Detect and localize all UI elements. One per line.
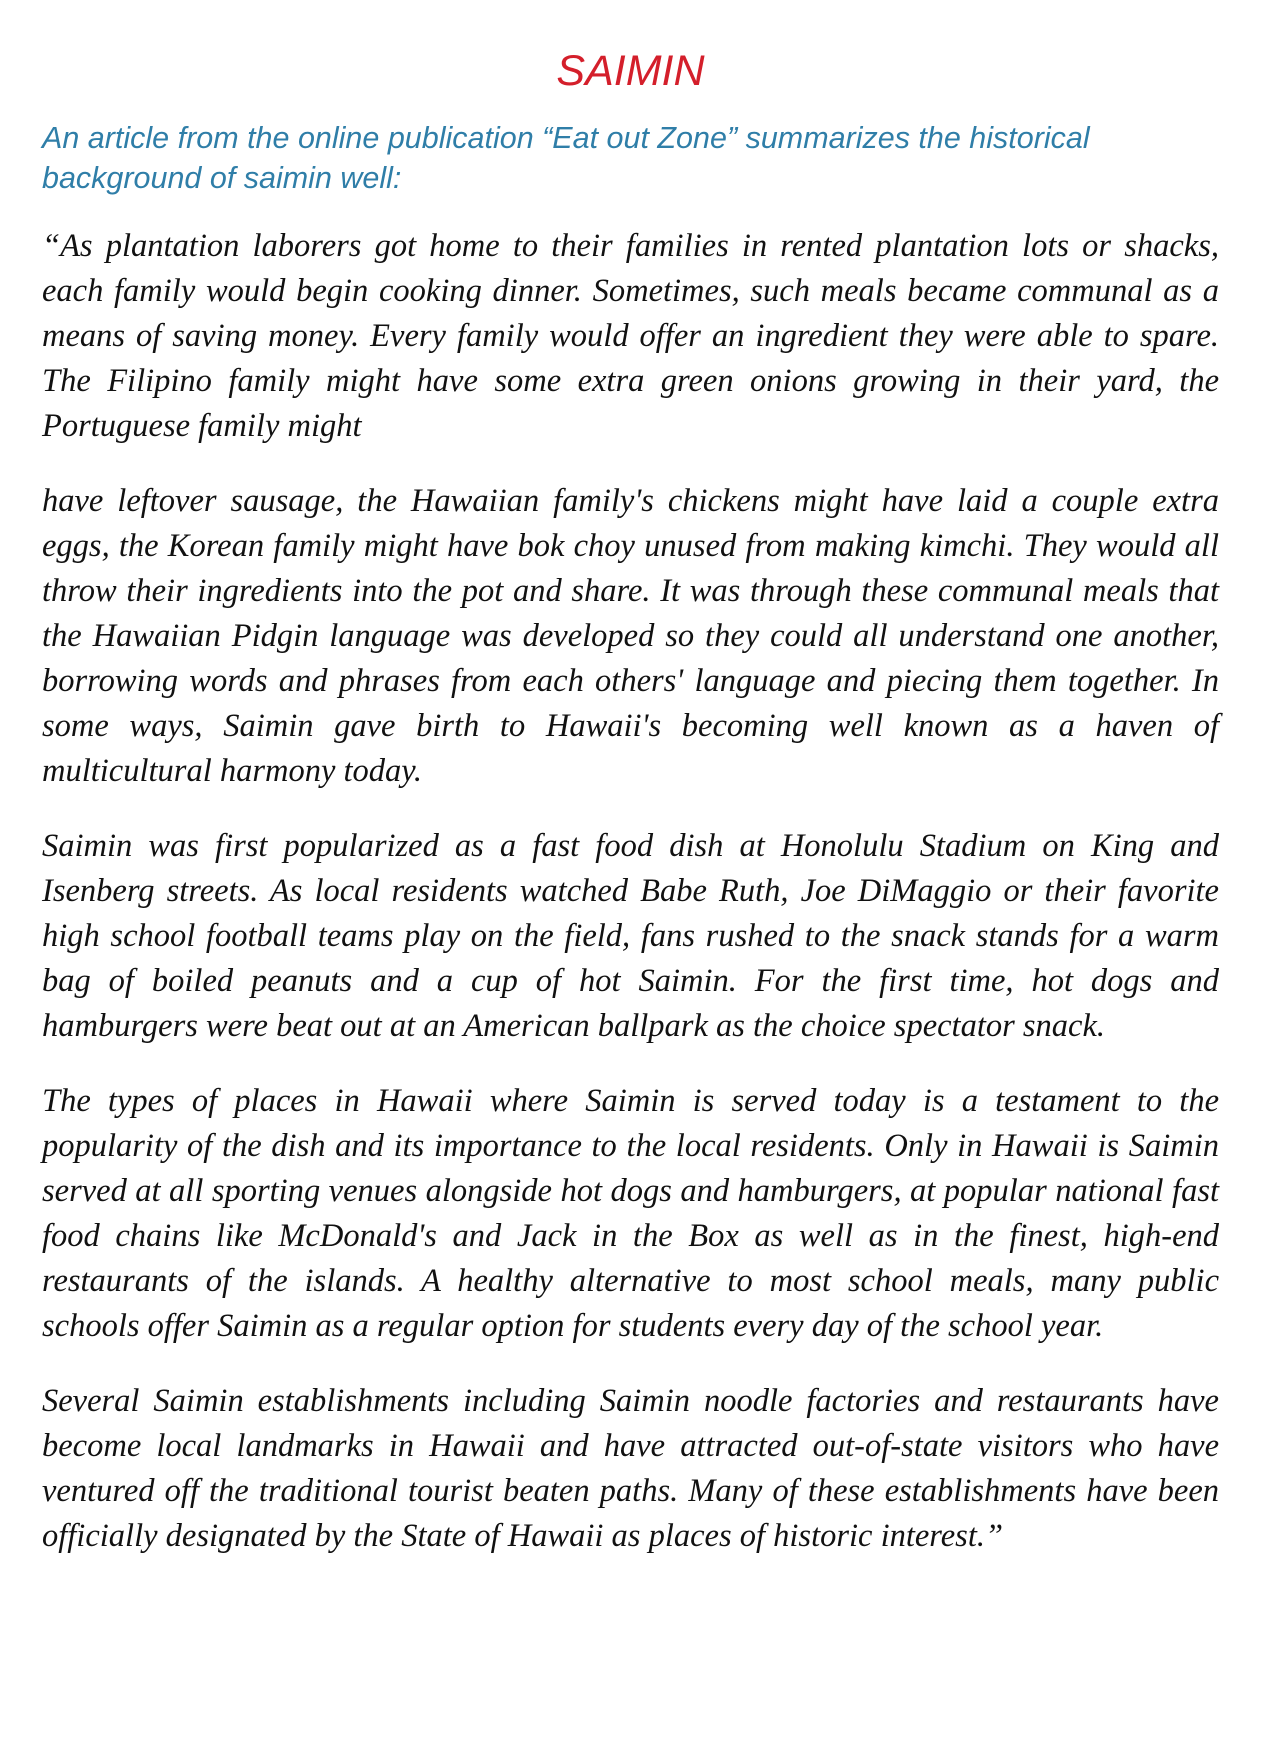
quote-paragraph-2: have leftover sausage, the Hawaiian family's chickens might have laid a couple extra eggs, the Korean family might have bok choy unused from making kimchi. They would all throw their ingredients into the pot and share. It was through these communal meals that the Hawaiian Pidgin language was developed so they could all understand one another, borrowing words and phrases from each others' language and piecing them together. In some ways, Saimin gave birth to Hawaii's becoming well known as a haven of multicultural harmony today. (42, 483, 1219, 789)
quote-paragraph-5: Several Saimin establishments including Saimin noodle factories and restaurants have become local landmarks in Hawaii and have attracted out-of-state visitors who have ventured off the traditional tourist beaten paths. Many of these establishments have been officially designated by the State of Hawaii as places of historic interest.” (42, 1383, 1219, 1554)
intro-paragraph: An article from the online publication “Eat out Zone” summarizes the historical background of saimin well: (42, 121, 1090, 195)
document-page (42, 0, 1219, 1559)
quote-paragraph-4: The types of places in Hawaii where Saimin is served today is a testament to the popularity of the dish and its importance to the local residents. Only in Hawaii is Saimin served at all sporting venues alongside hot dogs and hamburgers, at popular national fast food chains like McDonald's and Jack in the Box as well as in the finest, high-end restaurants of the islands. A healthy alternative to most school meals, many public schools offer Saimin as a regular option for students every day of the school year. (42, 1083, 1219, 1344)
quote-paragraph-1: “As plantation laborers got home to their families in rented plantation lots or shacks, each family would begin cooking dinner. Sometimes, such meals became communal as a means of saving money. Every family would offer an ingredient they were able to spare. The Filipino family might have some extra green onions growing in their yard, the Portuguese family might (42, 228, 1219, 444)
quote-paragraph-3: Saimin was first popularized as a fast food dish at Honolulu Stadium on King and Isenberg streets. As local residents watched Babe Ruth, Joe DiMaggio or their favorite high school football teams play on the field, fans rushed to the snack stands for a warm bag of boiled peanuts and a cup of hot Saimin. For the first time, hot dogs and hamburgers were beat out at an American ballpark as the choice spectator snack. (42, 828, 1219, 1044)
page-title: SAIMIN (556, 47, 705, 95)
